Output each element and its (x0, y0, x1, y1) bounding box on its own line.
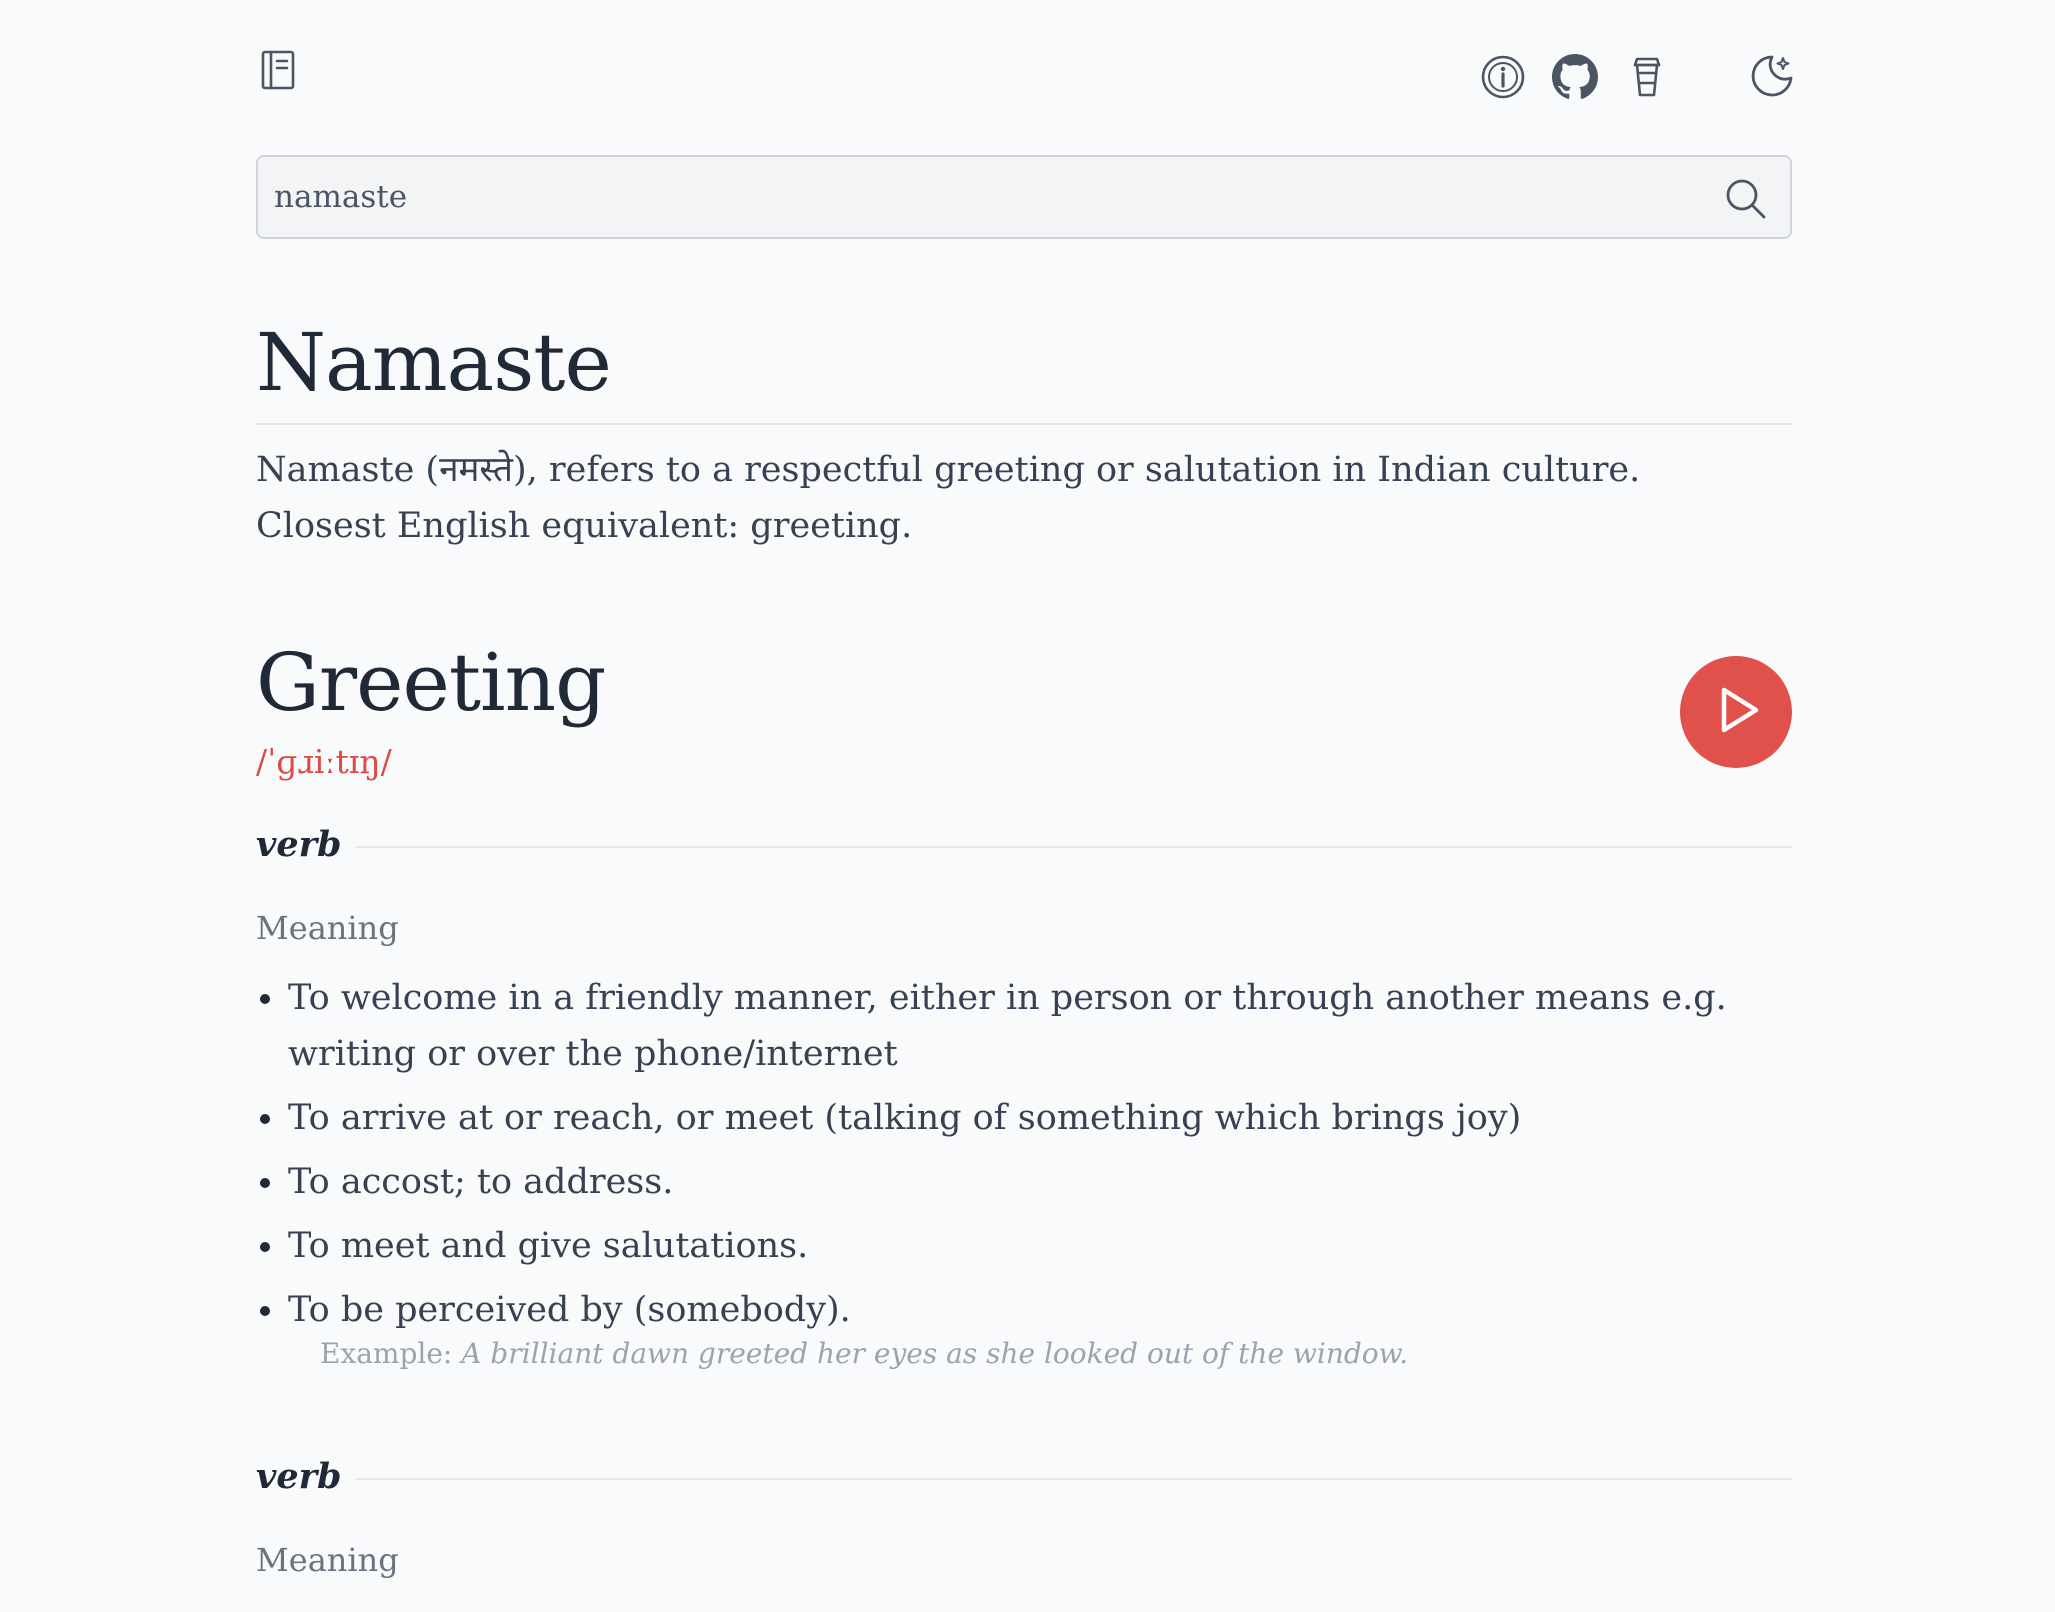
book-icon[interactable] (256, 48, 300, 92)
part-of-speech-divider (356, 1478, 1792, 1480)
definition-item (256, 1218, 1756, 1274)
definition-item (256, 1090, 1756, 1146)
bullet (260, 1178, 270, 1188)
play-icon (1707, 681, 1765, 743)
definition-list (256, 970, 1756, 1374)
info-icon[interactable] (1478, 52, 1528, 102)
search-input[interactable] (274, 157, 1654, 237)
search-box (256, 155, 1792, 239)
part-of-speech-row (256, 820, 1792, 870)
definition-text: To arrive at or reach, or meet (talking of something which brings joy) (288, 1098, 1522, 1138)
play-audio-button[interactable] (1680, 656, 1792, 768)
phonetic-text: /ˈɡɹiːtɪŋ/ (256, 742, 392, 781)
example-label: Example: (320, 1337, 453, 1370)
part-of-speech-divider (356, 846, 1792, 848)
definition-item (256, 970, 1756, 1082)
definition-item (256, 1282, 1756, 1338)
search-icon[interactable] (1724, 177, 1768, 221)
bullet (260, 1114, 270, 1124)
bullet (260, 1306, 270, 1316)
part-of-speech: verb (256, 824, 342, 865)
definition-text: To be perceived by (somebody). (288, 1290, 851, 1330)
bullet (260, 994, 270, 1004)
main-container (256, 0, 1792, 1579)
word-summary: Namaste (नमस्ते), refers to a respectful greeting or salutation in Indian culture. Closest English equivalent: greeting. (256, 450, 1641, 546)
definition-text: To welcome in a friendly manner, either in person or through another means e.g. writing or over the phone/internet (288, 978, 1727, 1074)
meaning-label: Meaning (256, 1541, 399, 1579)
moon-star-icon[interactable] (1746, 50, 1798, 102)
page-title: Namaste (256, 316, 611, 409)
title-divider (256, 423, 1792, 425)
github-icon[interactable] (1550, 52, 1600, 102)
bullet (260, 1242, 270, 1252)
entry-word: Greeting (256, 636, 606, 729)
example (256, 1334, 1756, 1374)
definition-item (256, 1154, 1756, 1210)
header (256, 0, 1792, 150)
coffee-cup-icon[interactable] (1622, 52, 1672, 102)
example-text: A brilliant dawn greeted her eyes as she looked out of the window. (461, 1337, 1409, 1370)
definition-text: To accost; to address. (288, 1162, 674, 1202)
meaning-label: Meaning (256, 909, 399, 947)
part-of-speech: verb (256, 1456, 342, 1497)
definition-text: To meet and give salutations. (288, 1226, 809, 1266)
part-of-speech-row (256, 1452, 1792, 1502)
